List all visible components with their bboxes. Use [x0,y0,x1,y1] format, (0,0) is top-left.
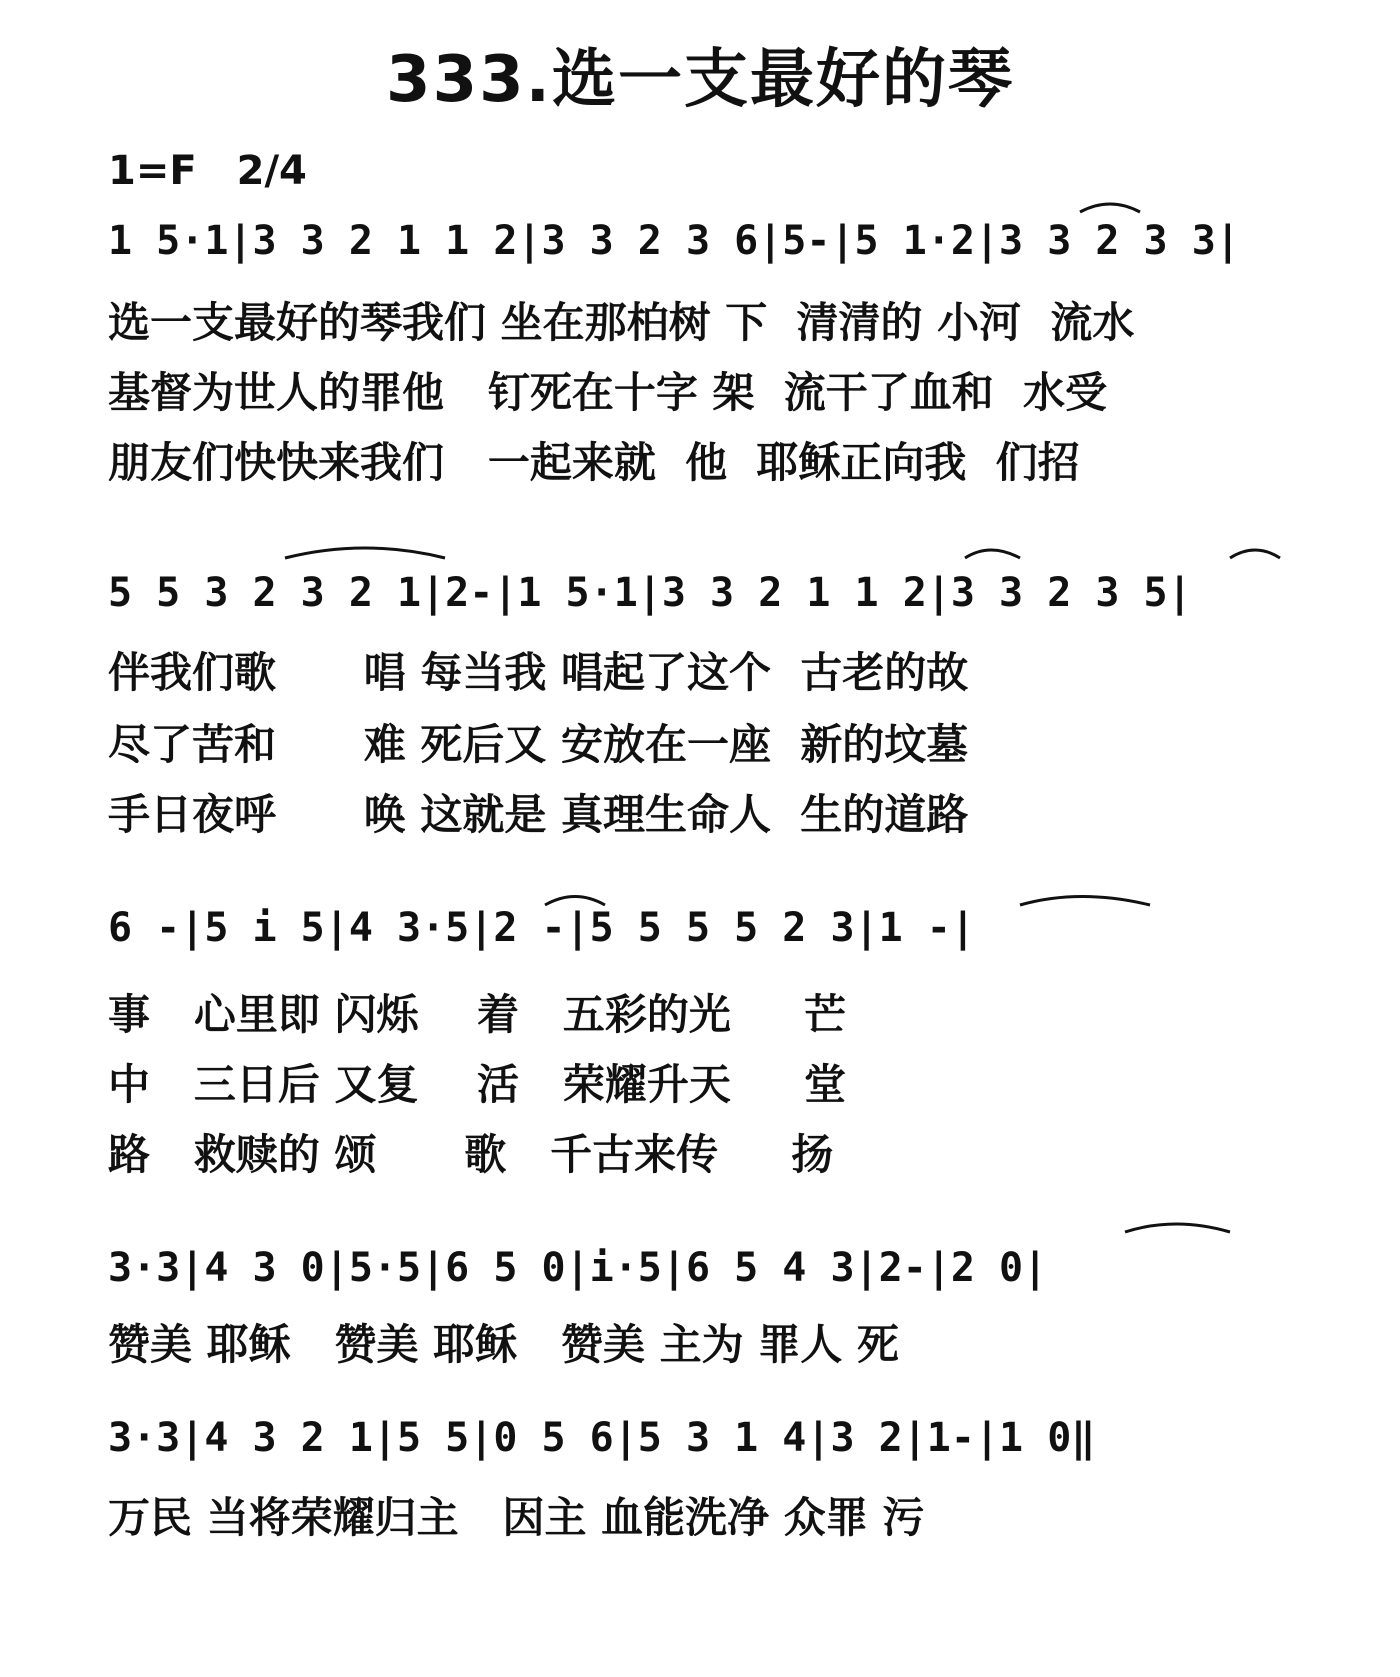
slur-mark [545,897,605,906]
time-signature: 2/4 [236,148,307,194]
key-and-time [108,148,307,194]
slur-mark [1080,204,1140,212]
lyric-line-1-verse-3: 朋友们快快来我们 一起来就 他 耶稣正向我 们招 [108,438,1080,487]
key-signature: 1=F [108,148,197,194]
slur-mark [1230,550,1280,558]
lyric-line-1-verse-1: 选一支最好的琴我们 坐在那柏树 下 清清的 小河 流水 [108,298,1135,347]
song-title: 333.选一支最好的琴 [386,43,1014,117]
lyric-line-2-verse-1: 伴我们歌 唱 每当我 唱起了这个 古老的故 [108,648,969,697]
notation-line-3: 6 -|5 i 5|4 3·5|2 -|5 5 5 5 2 3|1 -| [108,905,975,951]
lyric-line-2-verse-2: 尽了苦和 难 死后又 安放在一座 新的坟墓 [108,720,969,769]
lyric-line-3-verse-3: 路 救赎的 颂 歌 千古来传 扬 [108,1130,834,1179]
lyric-line-4: 赞美 耶稣 赞美 耶稣 赞美 主为 罪人 死 [108,1320,899,1369]
notation-line-2: 5 5 3 2 3 2 1|2-|1 5·1|3 3 2 1 1 2|3 3 2 3 5| [108,570,1192,616]
notation-line-5: 3·3|4 3 2 1|5 5|0 5 6|5 3 1 4|3 2|1-|1 0‖ [108,1415,1096,1461]
lyric-line-3-verse-1: 事 心里即 闪烁 着 五彩的光 芒 [108,990,846,1039]
slur-mark [1125,1224,1230,1232]
lyric-line-3-verse-2: 中 三日后 又复 活 荣耀升天 堂 [108,1060,846,1109]
slur-mark [1020,897,1150,906]
notation-line-4: 3·3|4 3 0|5·5|6 5 0|i·5|6 5 4 3|2-|2 0| [108,1245,1048,1291]
lyric-line-5: 万民 当将荣耀归主 因主 血能洗净 众罪 污 [108,1493,925,1542]
lyric-line-2-verse-3: 手日夜呼 唤 这就是 真理生命人 生的道路 [108,790,969,839]
notation-line-1: 1 5·1|3 3 2 1 1 2|3 3 2 3 6|5-|5 1·2|3 3 2 3 3| [108,218,1240,264]
slur-mark [285,548,445,558]
slur-mark [965,550,1020,558]
lyric-line-1-verse-2: 基督为世人的罪他 钉死在十字 架 流干了血和 水受 [108,368,1107,417]
